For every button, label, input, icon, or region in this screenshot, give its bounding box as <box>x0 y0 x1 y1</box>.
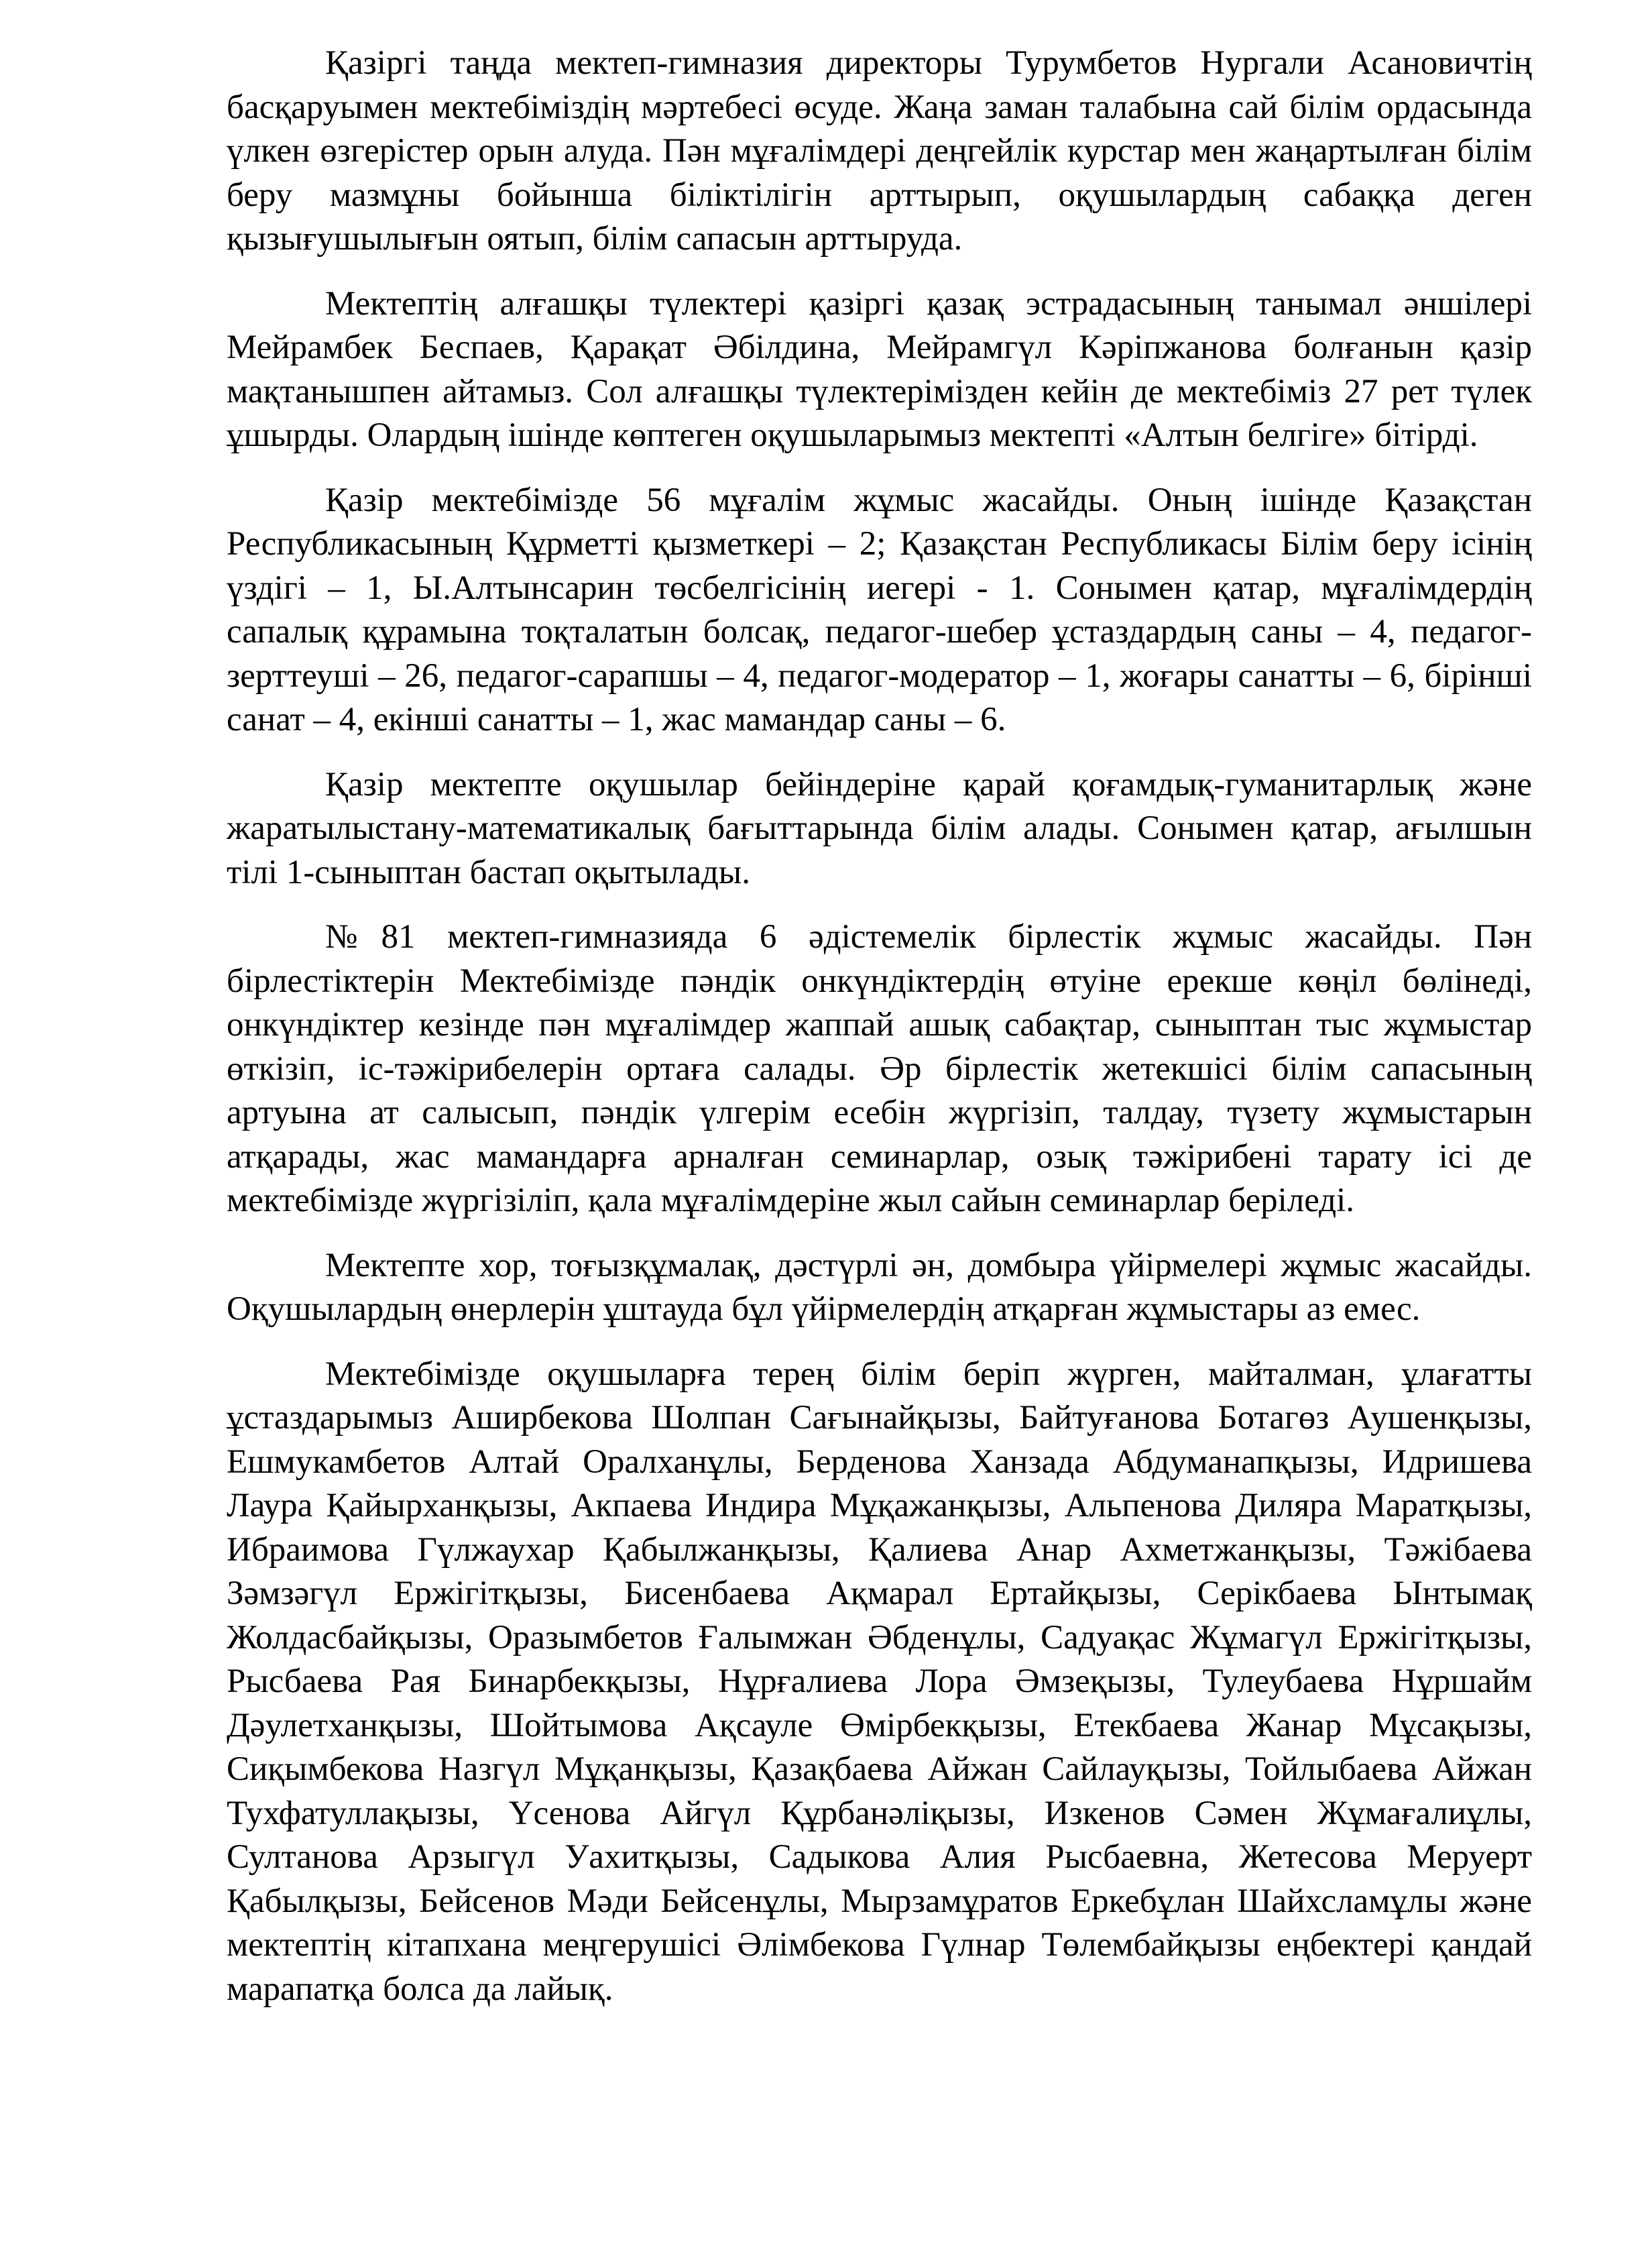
paragraph-study-profiles: Қазір мектепте оқушылар бейіндеріне қарай қоғамдық-гуманитарлық және жаратылыстану-математикалық бағыттарында білім алады. Сонымен қатар, ағылшын тілі 1-сыныптан бастап оқытылады. <box>227 765 1532 891</box>
paragraph-methodical-associations: №81 мектеп-гимназияда 6 әдістемелік бірлестік жұмыс жасайды. Пән бірлестіктерін Мектебімізде пәндік онкүндіктердің өтуіне ерекше көңіл бөлінеді, онкүндіктер кезінде пән мұғалімдер жаппай ашық сабақтар, сыныптан тыс жұмыстар өткізіп, іс-тәжірибелерін ортаға салады. Әр бірлестік жетекшісі білім сапасының артуына ат салысып, пәндік үлгерім есебін жүргізіп, талдау, түзету жұмыстарын атқарады, жас мамандарға арналған семинарлар, озық тәжірибені тарату ісі де мектебімізде жүргізіліп, қала мұғалімдеріне жыл сайын семинарлар беріледі. <box>227 918 1532 1219</box>
document-page <box>227 42 1532 2011</box>
paragraph-teacher-names: Мектебімізде оқушыларға терең білім беріп жүрген, майталман, ұлағатты ұстаздарымыз Аширбекова Шолпан Сағынайқызы, Байтуғанова Ботагөз Аушенқызы, Ешмукамбетов Алтай Оралханұлы, Берденова Ханзада Абдуманапқызы, Идришева Лаура Қайырханқызы, Акпаева Индира Мұқажанқызы, Альпенова Диляра Маратқызы, Ибраимова Гүлжаухар Қабылжанқызы, Қалиева Анар Ахметжанқызы, Тәжібаева Зәмзәгүл Ержігітқызы, Бисенбаева Ақмарал Ертайқызы, Серікбаева Ынтымақ Жолдасбайқызы, Оразымбетов Ғалымжан Әбденұлы, Садуақас Жұмагүл Ержігітқызы, Рысбаева Рая Бинарбекқызы, Нұрғалиева Лора Әмзеқызы, Тулеубаева Нұршайм Дәулетханқызы, Шойтымова Ақсауле Өмірбекқызы, Етекбаева Жанар Мұсақызы, Сиқымбекова Назгүл Мұқанқызы, Қазақбаева Айжан Сайлауқызы, Тойлыбаева Айжан Тухфатуллақызы, Үсенова Айгүл Құрбанәліқызы, Изкенов Сәмен Жұмағалиұлы, Султанова Арзыгүл Уахитқызы, Садыкова Алия Рысбаевна, Жетесова Меруерт Қабылқызы, Бейсенов Мәди Бейсенұлы, Мырзамұратов Еркебұлан Шайхсламұлы және мектептің кітапхана меңгерушісі Әлімбекова Гүлнар Төлембайқызы еңбектері қандай марапатқа болса да лайық. <box>227 1355 1532 2008</box>
paragraph-director: Қазіргі таңда мектеп-гимназия директоры Турумбетов Нургали Асановичтің басқаруымен мектебіміздің мәртебесі өсуде. Жаңа заман талабына сай білім ордасында үлкен өзгерістер орын алуда. Пән мұғалімдері деңгейлік курстар мен жаңартылған білім беру мазмұны бойынша біліктілігін арттырып, оқушылардың сабаққа деген қызығушылығын оятып, білім сапасын арттыруда. <box>227 44 1532 258</box>
paragraph-teacher-staff: Қазір мектебімізде 56 мұғалім жұмыс жасайды. Оның ішінде Қазақстан Республикасының Құрметті қызметкері – 2; Қазақстан Республикасы Білім беру ісінің үздігі – 1, Ы.Алтынсарин төсбелгісінің иегері - 1. Сонымен қатар, мұғалімдердің сапалық құрамына тоқталатын болсақ, педагог-шебер ұстаздардың саны – 4, педагог-зерттеуші – 26, педагог-сарапшы – 4, педагог-модератор – 1, жоғары санатты – 6, бірінші санат – 4, екінші санатты – 1, жас мамандар саны – 6. <box>227 481 1532 738</box>
paragraph-clubs: Мектепте хор, тоғызқұмалақ, дәстүрлі ән, домбыра үйірмелері жұмыс жасайды. Оқушылардың өнерлерін ұштауда бұл үйірмелердің атқарған жұмыстары аз емес. <box>227 1246 1532 1328</box>
paragraph-first-graduates: Мектептің алғашқы түлектері қазіргі қазақ эстрадасының танымал әншілері Мейрамбек Беспаев, Қарақат Әбілдина, Мейрамгүл Кәріпжанова болғанын қазір мақтанышпен айтамыз. Сол алғашқы түлектерімізден кейін де мектебіміз 27 рет түлек ұшырды. Олардың ішінде көптеген оқушыларымыз мектепті «Алтын белгіге» бітірді. <box>227 284 1532 454</box>
